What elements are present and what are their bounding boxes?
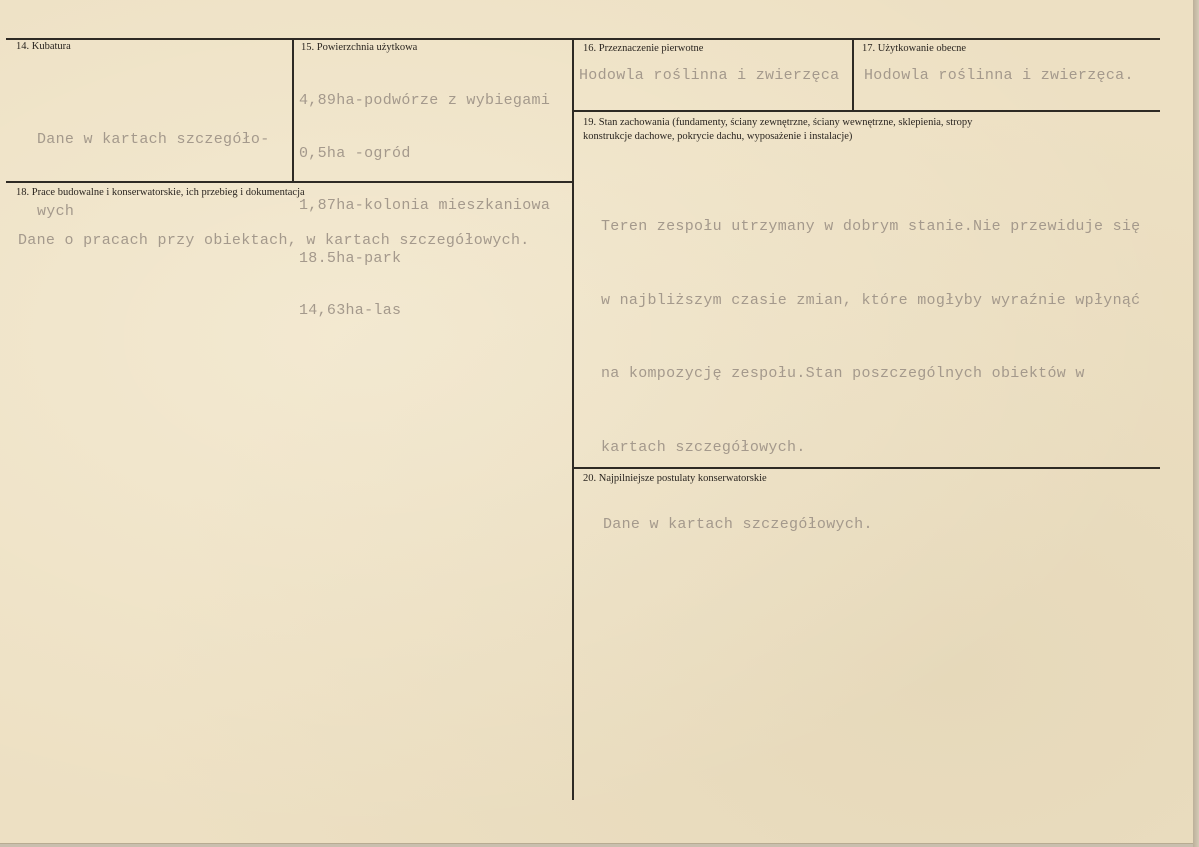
main-column-divider (572, 38, 574, 800)
field-14-line: Dane w kartach szczegóło- (37, 131, 270, 148)
field-15-value (299, 57, 550, 355)
field-20-value: Dane w kartach szczegółowych. (603, 516, 873, 533)
field-15-label: 15. Powierzchnia użytkowa (301, 42, 418, 53)
field-18-value: Dane o pracach przy obiektach, w kartach szczegółowych. (18, 232, 530, 249)
field-19-label-line2: konstrukcje dachowe, pokrycie dachu, wyposażenie i instalacje) (583, 131, 853, 142)
field-19-label-line1: 19. Stan zachowania (fundamenty, ściany zewnętrzne, ściany wewnętrzne, sklepienia, stropy (583, 117, 973, 128)
field-19-line: w najbliższym czasie zmian, które mogłyby wyraźnie wpłynąć (601, 291, 1141, 309)
field-19-line: na kompozycję zespołu.Stan poszczególnych obiektów w (601, 365, 1085, 382)
field-19-line: kartach szczegółowych. (601, 438, 806, 456)
field-14-line: wych (37, 203, 75, 220)
field-15-line: 14,63ha-las (299, 302, 402, 319)
top-rule (6, 38, 1160, 40)
field-19-value (601, 166, 1140, 509)
field-17-value: Hodowla roślinna i zwierzęca. (864, 67, 1134, 84)
field-18-label: 18. Prace budowalne i konserwatorskie, ich przebieg i dokumentacja (16, 187, 305, 198)
field-16-label: 16. Przeznaczenie pierwotne (583, 43, 704, 54)
field-17-label: 17. Użytkowanie obecne (862, 43, 967, 54)
divider-14-15 (292, 38, 294, 182)
field-15-line: 18.5ha-park (299, 249, 402, 267)
field-15-line: 0,5ha -ogród (299, 144, 411, 162)
card-edge-shadow (1193, 0, 1199, 847)
divider-16-17 (852, 38, 854, 111)
field-16-value: Hodowla roślinna i zwierzęca (579, 67, 840, 84)
rule-below-16-17 (573, 110, 1160, 112)
field-15-line: 1,87ha-kolonia mieszkaniowa (299, 197, 551, 214)
field-20-label: 20. Najpilniejsze postulaty konserwatorskie (583, 473, 767, 484)
field-14-label: 14. Kubatura (16, 41, 71, 52)
field-19-line: Teren zespołu utrzymany w dobrym stanie.Nie przewiduje się (601, 218, 1141, 235)
field-15-line: 4,89ha-podwórze z wybiegami (299, 92, 551, 109)
